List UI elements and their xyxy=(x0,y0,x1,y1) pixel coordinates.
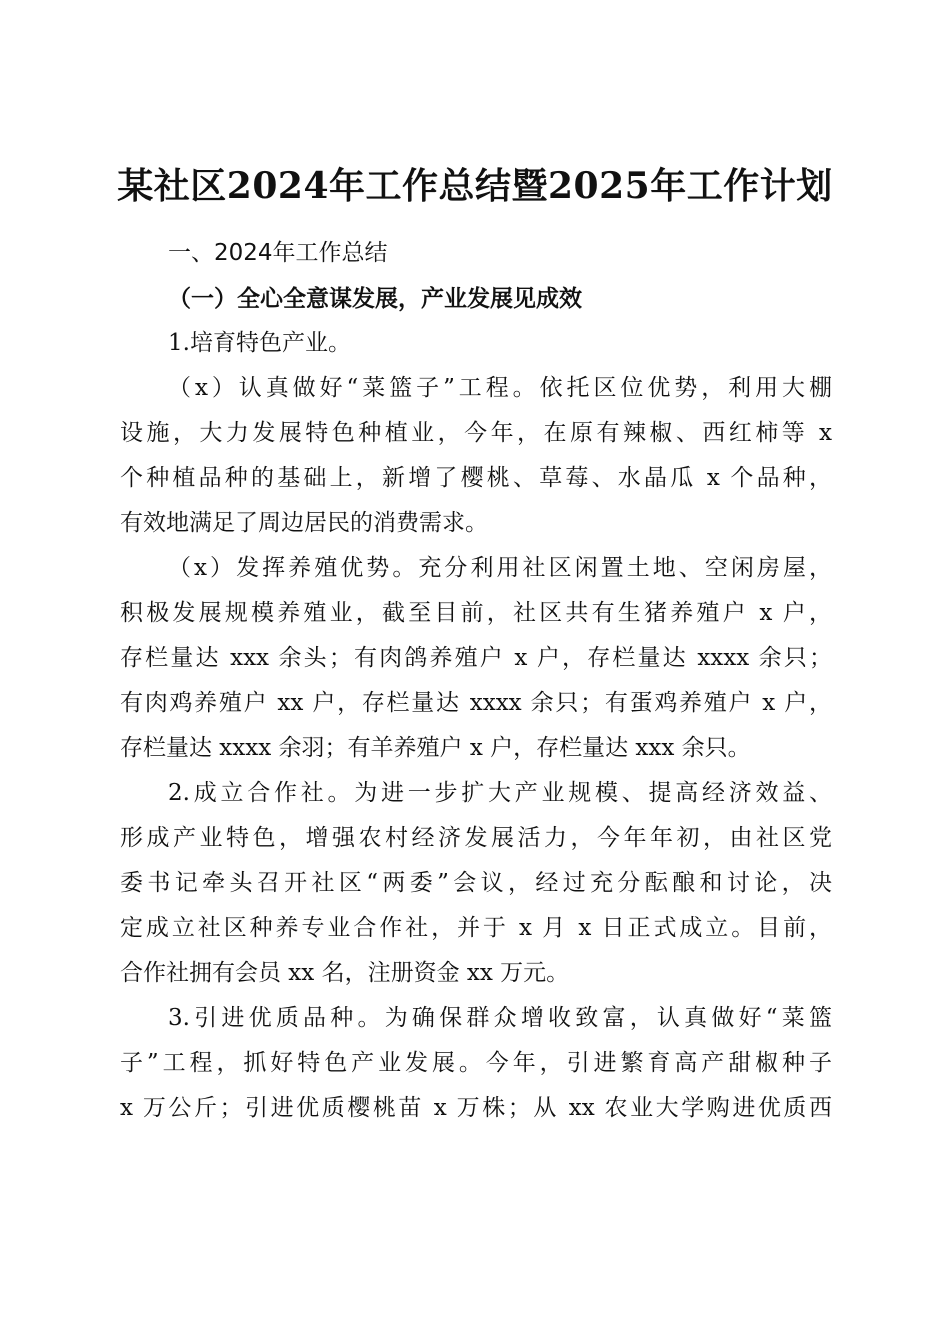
section-heading: 一、2024年工作总结 xyxy=(168,240,388,266)
paragraph-line: 存栏量达 xxx 余头；有肉鸽养殖户 x 户，存栏量达 xxxx 余只； xyxy=(120,645,832,671)
paragraph-line: 有效地满足了周边居民的消费需求。 xyxy=(120,510,488,536)
paragraph-line: x 万公斤；引进优质樱桃苗 x 万株；从 xx 农业大学购进优质西 xyxy=(120,1095,832,1121)
paragraph-line: 合作社拥有会员 xx 名，注册资金 xx 万元。 xyxy=(120,960,570,986)
paragraph-line: 子”工程，抓好特色产业发展。今年，引进繁育高产甜椒种子 xyxy=(120,1050,832,1076)
paragraph-line: 3.引进优质品种。为确保群众增收致富，认真做好“菜篮 xyxy=(168,1005,832,1031)
paragraph-line: 形成产业特色，增强农村经济发展活力，今年年初，由社区党 xyxy=(120,825,832,851)
paragraph-line: 设施，大力发展特色种植业，今年，在原有辣椒、西红柿等 x xyxy=(120,420,832,446)
document-title: 某社区2024年工作总结暨2025年工作计划 xyxy=(117,165,833,208)
subsection-heading: （一）全心全意谋发展，产业发展见成效 xyxy=(168,285,582,312)
paragraph-varieties xyxy=(120,996,832,1131)
paragraph-line: （x）发挥养殖优势。充分利用社区闲置土地、空闲房屋， xyxy=(168,555,832,581)
paragraph-line: 2.成立合作社。为进一步扩大产业规模、提高经济效益、 xyxy=(168,780,832,806)
paragraph-cooperative xyxy=(120,771,832,996)
item-heading: 1.培育特色产业。 xyxy=(168,330,351,356)
paragraph-breeding xyxy=(120,546,832,771)
document-body xyxy=(120,231,832,1131)
paragraph-line: 个种植品种的基础上，新增了樱桃、草莓、水晶瓜 x 个品种， xyxy=(120,465,832,491)
paragraph-vegetable-basket xyxy=(120,366,832,546)
paragraph-line: （x）认真做好“菜篮子”工程。依托区位优势，利用大棚 xyxy=(168,375,832,401)
paragraph-line: 有肉鸡养殖户 xx 户，存栏量达 xxxx 余只；有蛋鸡养殖户 x 户， xyxy=(120,690,832,716)
paragraph-line: 定成立社区种养专业合作社，并于 x 月 x 日正式成立。目前， xyxy=(120,915,832,941)
paragraph-line: 委书记牵头召开社区“两委”会议，经过充分酝酿和讨论，决 xyxy=(120,870,832,896)
paragraph-line: 存栏量达 xxxx 余羽；有羊养殖户 x 户，存栏量达 xxx 余只。 xyxy=(120,735,751,761)
paragraph-line: 积极发展规模养殖业，截至目前，社区共有生猪养殖户 x 户， xyxy=(120,600,832,626)
